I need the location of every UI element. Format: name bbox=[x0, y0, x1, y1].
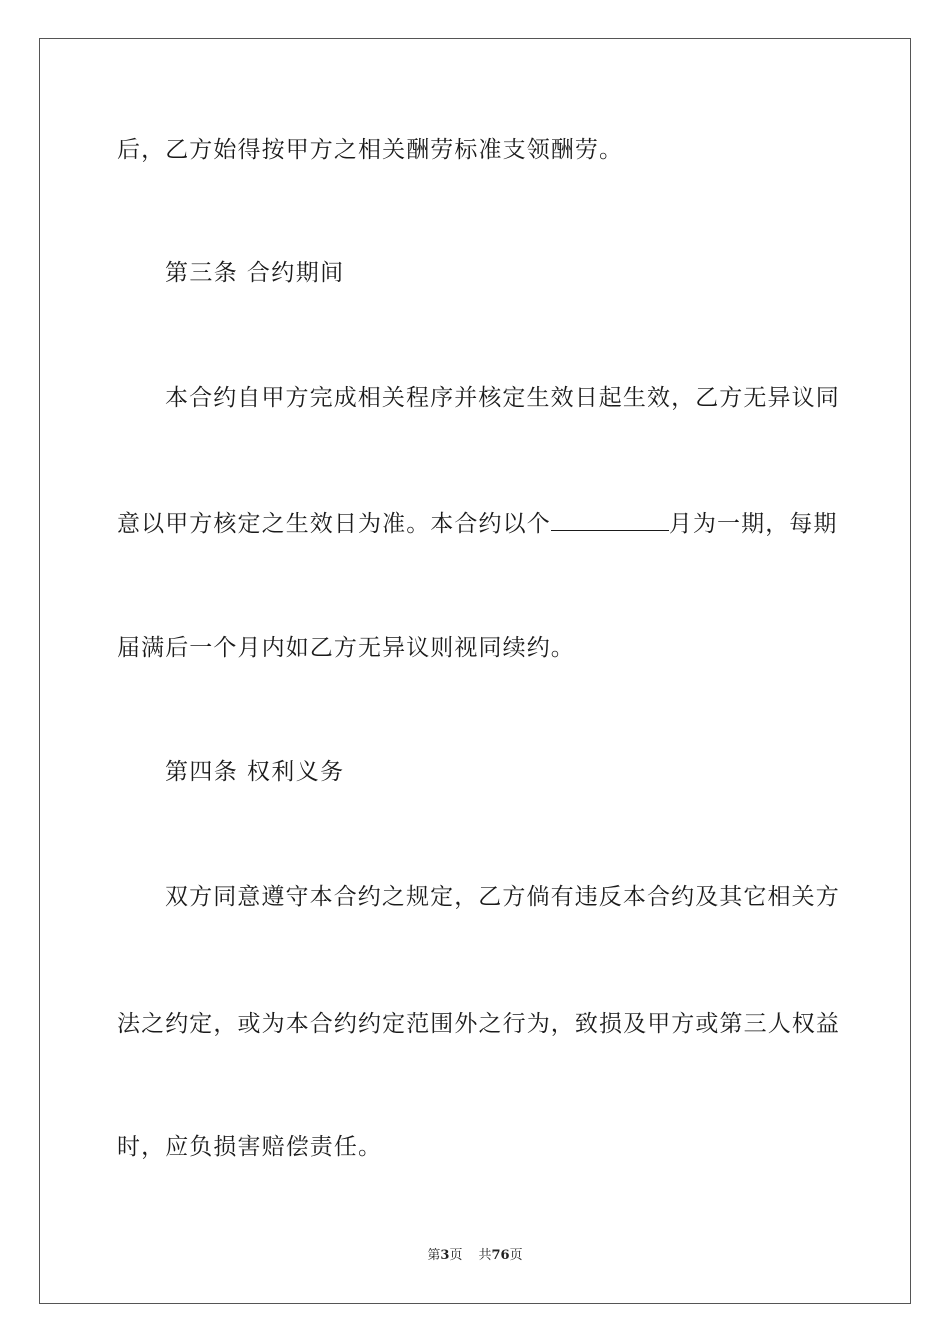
total-prefix: 共 bbox=[478, 1248, 492, 1263]
paragraph-line: 后，乙方始得按甲方之相关酬劳标准支领酬劳。 bbox=[117, 137, 624, 163]
paragraph-line bbox=[117, 509, 838, 539]
fill-in-blank bbox=[551, 510, 669, 531]
page-total: 76 bbox=[491, 1248, 510, 1263]
page-suffix: 页 bbox=[449, 1248, 463, 1263]
paragraph-line: 届满后一个月内如乙方无异议则视同续约。 bbox=[117, 635, 575, 661]
paragraph-text: 月为一期，每期 bbox=[668, 511, 838, 537]
total-suffix: 页 bbox=[509, 1248, 523, 1263]
page-current: 3 bbox=[440, 1248, 450, 1263]
section-heading-article-4: 第四条 权利义务 bbox=[165, 759, 345, 785]
section-heading-article-3: 第三条 合约期间 bbox=[165, 260, 345, 286]
paragraph-line: 时，应负损害赔偿责任。 bbox=[117, 1134, 383, 1160]
page-prefix: 第 bbox=[427, 1248, 441, 1263]
page-footer bbox=[0, 1247, 950, 1265]
paragraph-text: 意以甲方核定之生效日为准。本合约以个 bbox=[117, 511, 551, 537]
paragraph-line: 本合约自甲方完成相关程序并核定生效日起生效，乙方无异议同 bbox=[165, 385, 840, 411]
paragraph-line: 双方同意遵守本合约之规定，乙方倘有违反本合约及其它相关方 bbox=[165, 884, 840, 910]
paragraph-line: 法之约定，或为本合约约定范围外之行为，致损及甲方或第三人权益 bbox=[117, 1011, 840, 1037]
page-frame bbox=[39, 38, 911, 1304]
